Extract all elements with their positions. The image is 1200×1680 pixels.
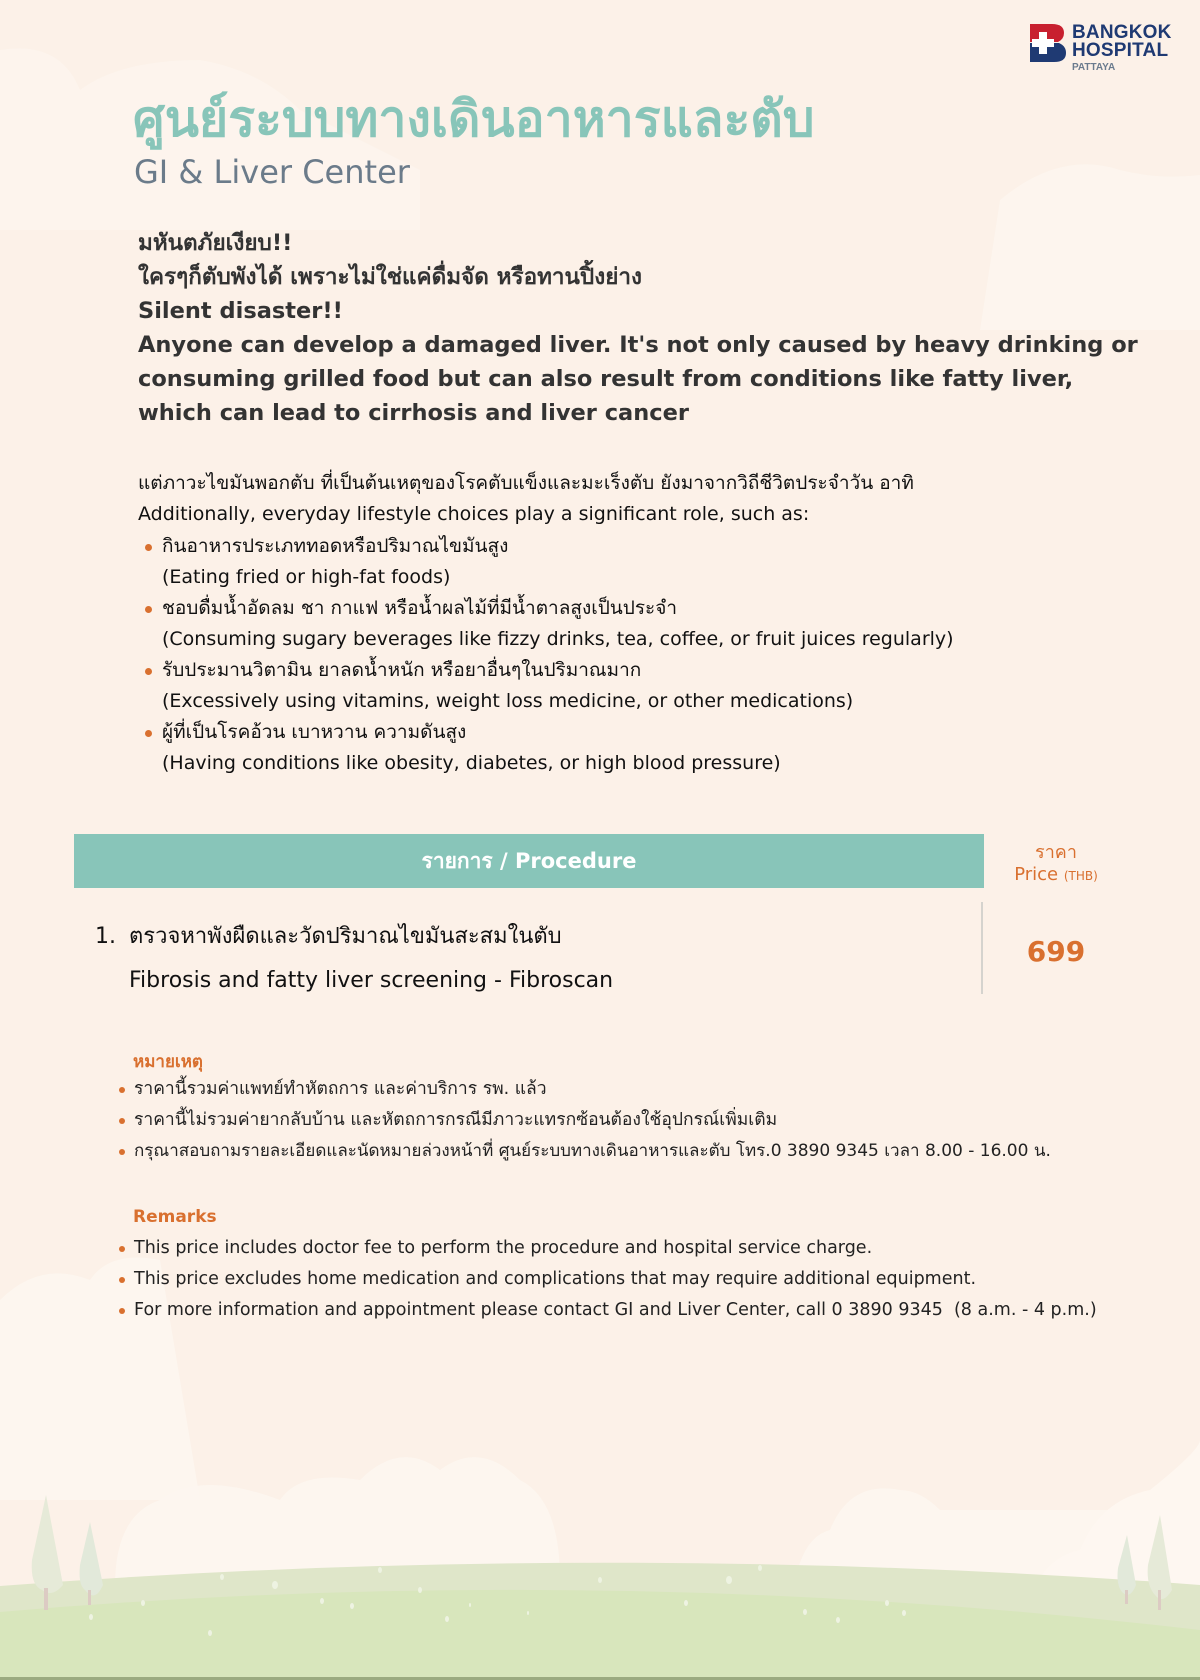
page-title-english: GI & Liver Center [134,153,410,191]
list-item [118,1136,1178,1167]
list-item [138,717,1138,779]
remark-text: ราคานี้ไม่รวมค่ายากลับบ้าน และหัตถการกรณีมีภาวะแทรกซ้อนต้องใช้อุปกรณ์เพิ่มเติม [134,1110,778,1130]
price-header-english [995,864,1117,887]
procedure-price: 699 [1026,935,1086,968]
bullet-dot-icon [119,1118,125,1124]
headline [138,226,1138,430]
remarks-title-thai: หมายเหตุ [133,1052,203,1072]
remark-text: กรุณาสอบถามรายละเอียดและนัดหมายล่วงหน้าที่ ศูนย์ระบบทางเดินอาหารและตับ โทร.0 3890 9345 เวลา 8.00 - 16.00 น. [134,1141,1051,1161]
list-item [118,1074,1178,1105]
intro-text [138,468,1138,530]
page-title-thai: ศูนย์ระบบทางเดินอาหารและตับ [133,90,815,148]
bullet-dot-icon [119,1246,125,1252]
bullet-dot-icon [119,1087,125,1093]
headline-line: which can lead to cirrhosis and liver cancer [138,400,689,426]
bullet-dot-icon [119,1308,125,1314]
headline-line: มหันตภัยเงียบ!! [138,230,293,256]
risk-factor-thai: กินอาหารประเภททอดหรือปริมาณไขมันสูง [162,535,509,557]
intro-english: Additionally, everyday lifestyle choices play a significant role, such as: [138,503,810,525]
list-item [118,1295,1178,1326]
procedure-name-english: Fibrosis and fatty liver screening - Fibroscan [129,968,614,993]
procedure-column-header: รายการ / Procedure [74,834,984,888]
risk-factor-english: (Consuming sugary beverages like fizzy drinks, tea, coffee, or fruit juices regularly) [162,628,954,650]
remark-text: For more information and appointment please contact GI and Liver Center, call 0 3890 9345 (8 a.m. - 4 p.m.) [134,1300,1097,1320]
risk-factor-list [138,531,1138,779]
remarks-list-english [118,1233,1178,1326]
remarks-title-english: Remarks [133,1207,217,1227]
risk-factor-thai: ผู้ที่เป็นโรคอ้วน เบาหวาน ความดันสูง [162,721,467,743]
column-divider [981,902,983,994]
risk-factor-thai: ชอบดื่มน้ำอัดลม ชา กาแฟ หรือน้ำผลไม้ที่มีน้ำตาลสูงเป็นประจำ [162,597,678,619]
headline-line: Anyone can develop a damaged liver. It's not only caused by heavy drinking or [138,332,1138,358]
logo-line-2: HOSPITAL [1072,40,1169,61]
list-item [138,655,1138,717]
list-item [138,531,1138,593]
remarks-list-thai [118,1074,1178,1167]
list-item [138,593,1138,655]
bullet-dot-icon [119,1277,125,1283]
row-number: 1. [95,924,116,949]
bullet-dot-icon [145,544,152,551]
logo-location: PATTAYA [1072,62,1116,73]
headline-line: consuming grilled food but can also result from conditions like fatty liver, [138,366,1074,392]
price-column-header [995,842,1117,887]
intro-thai: แต่ภาวะไขมันพอกตับ ที่เป็นต้นเหตุของโรคตับแข็งและมะเร็งตับ ยังมาจากวิถีชีวิตประจำวัน อาทิ [138,472,914,494]
remark-text: This price includes doctor fee to perform the procedure and hospital service charge. [134,1238,873,1258]
price-header-unit: (THB) [1063,869,1098,883]
logo-wordmark [1072,24,1172,60]
hospital-logo [1030,22,1180,77]
bangkok-hospital-b-cross-icon [1030,24,1066,62]
price-header-thai: ราคา [1035,842,1077,863]
list-item [118,1233,1178,1264]
list-item [118,1264,1178,1295]
remark-text: ราคานี้รวมค่าแพทย์ทำหัตถการ และค่าบริการ รพ. แล้ว [134,1079,547,1099]
bullet-dot-icon [119,1149,125,1155]
price-header-label: Price [1014,864,1059,885]
procedure-name-thai: ตรวจหาพังผืดและวัดปริมาณไขมันสะสมในตับ [129,924,562,949]
remark-text: This price excludes home medication and complications that may require additional equipment. [134,1269,977,1289]
headline-line: Silent disaster!! [138,298,343,324]
list-item [118,1105,1178,1136]
risk-factor-english: (Having conditions like obesity, diabetes, or high blood pressure) [162,752,781,774]
risk-factor-english: (Excessively using vitamins, weight loss medicine, or other medications) [162,690,854,712]
risk-factor-thai: รับประมานวิตามิน ยาลดน้ำหนัก หรือยาอื่นๆในปริมาณมาก [162,659,642,681]
bullet-dot-icon [145,668,152,675]
bullet-dot-icon [145,730,152,737]
bullet-dot-icon [145,606,152,613]
headline-line: ใครๆก็ตับพังได้ เพราะไม่ใช่แค่ดื่มจัด หรือทานปิ้งย่าง [138,264,643,290]
logo-line-1: BANGKOK [1072,22,1172,43]
risk-factor-english: (Eating fried or high-fat foods) [162,566,451,588]
